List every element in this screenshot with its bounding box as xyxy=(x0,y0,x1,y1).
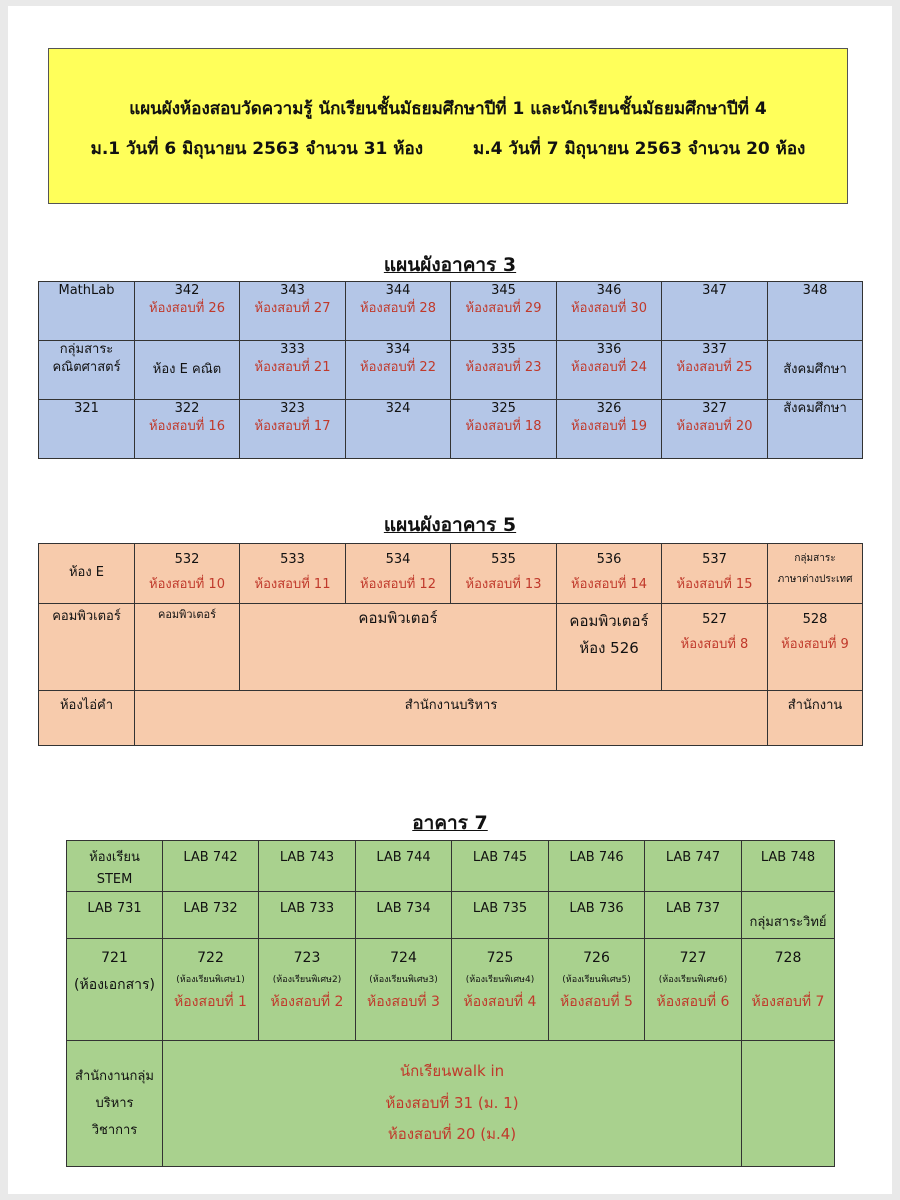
building7-table xyxy=(66,840,835,1167)
b3-r3-cell: 326 ห้องสอบที่ 19 xyxy=(557,400,662,459)
b5-r1-cell: กลุ่มสาระ ภาษาต่างประเทศ xyxy=(768,544,863,604)
b3-r2-cell: 335 ห้องสอบที่ 23 xyxy=(451,341,557,400)
b7-r1-cell: LAB 745 xyxy=(452,841,549,892)
office: สำนักงาน xyxy=(768,691,863,746)
b7-r3-cell: 727 (ห้องเรียนพิเศษ6) ห้องสอบที่ 6 xyxy=(645,939,742,1041)
b7-r3-cell: 722 (ห้องเรียนพิเศษ1) ห้องสอบที่ 1 xyxy=(163,939,259,1041)
b3-r3-cell: 323 ห้องสอบที่ 17 xyxy=(240,400,346,459)
banner-title: แผนผังห้องสอบวัดความรู้ นักเรียนชั้นมัธยมศึกษาปีที่ 1 และนักเรียนชั้นมัธยมศึกษาปีที่ 4 xyxy=(129,99,767,119)
b7-r2-cell: กลุ่มสาระวิทย์ xyxy=(742,892,835,939)
b7-r3-cell: 721 (ห้องเอกสาร) xyxy=(67,939,163,1041)
walk-in-m1: ห้องสอบที่ 31 (ม. 1) xyxy=(385,1093,519,1112)
room-526: คอมพิวเตอร์ ห้อง 526 xyxy=(557,604,662,691)
b5-r1-cell: ห้อง E xyxy=(39,544,135,604)
room-ai-kham: ห้องไอ่คำ xyxy=(39,691,135,746)
b3-r3-cell: 322 ห้องสอบที่ 16 xyxy=(135,400,240,459)
m4-exam-info: ม.4 วันที่ 7 มิถุนายน 2563 จำนวน 20 ห้อง xyxy=(473,139,806,159)
b3-r3-cell: 327 ห้องสอบที่ 20 xyxy=(662,400,768,459)
header-banner xyxy=(48,48,848,204)
b3-r1-cell: 344 ห้องสอบที่ 28 xyxy=(346,282,451,341)
b3-r2-cell: กลุ่มสาระ คณิตศาสตร์ xyxy=(39,341,135,400)
b7-r2-cell: LAB 735 xyxy=(452,892,549,939)
b7-r2-cell: LAB 736 xyxy=(549,892,645,939)
empty-cell xyxy=(742,1041,835,1167)
admin-office: สำนักงานบริหาร xyxy=(135,691,768,746)
b7-r3-cell: 725 (ห้องเรียนพิเศษ4) ห้องสอบที่ 4 xyxy=(452,939,549,1041)
b3-r3-cell: 321 xyxy=(39,400,135,459)
room-computer-2: คอมพิวเตอร์ xyxy=(135,604,240,691)
b3-r1-cell: 348 xyxy=(768,282,863,341)
b7-r3-cell: 728 ห้องสอบที่ 7 xyxy=(742,939,835,1041)
b7-r1-cell: LAB 742 xyxy=(163,841,259,892)
b3-r2-cell: สังคมศึกษา xyxy=(768,341,863,400)
b7-r2-cell: LAB 731 xyxy=(67,892,163,939)
room-computer-3: คอมพิวเตอร์ xyxy=(240,604,557,691)
document-page xyxy=(8,6,892,1194)
b7-r2-cell: LAB 734 xyxy=(356,892,452,939)
b3-r1-cell: 343 ห้องสอบที่ 27 xyxy=(240,282,346,341)
b3-r1-cell: 345 ห้องสอบที่ 29 xyxy=(451,282,557,341)
walk-in-m4: ห้องสอบที่ 20 (ม.4) xyxy=(387,1125,517,1144)
building5-table xyxy=(38,543,863,746)
building3-title: แผนผังอาคาร 3 xyxy=(383,254,517,276)
b5-r1-cell: 534 ห้องสอบที่ 12 xyxy=(346,544,451,604)
room-computer-1: คอมพิวเตอร์ xyxy=(39,604,135,691)
b5-r1-cell: 536 ห้องสอบที่ 14 xyxy=(557,544,662,604)
b7-r1-cell: LAB 744 xyxy=(356,841,452,892)
b5-r1-cell: 535 ห้องสอบที่ 13 xyxy=(451,544,557,604)
walk-in-area xyxy=(163,1041,742,1167)
b3-r1-cell: 342 ห้องสอบที่ 26 xyxy=(135,282,240,341)
b3-r3-cell: 324 xyxy=(346,400,451,459)
b7-r1-cell: LAB 747 xyxy=(645,841,742,892)
room-528: 528 ห้องสอบที่ 9 xyxy=(768,604,863,691)
b7-r3-cell: 726 (ห้องเรียนพิเศษ5) ห้องสอบที่ 5 xyxy=(549,939,645,1041)
room-527: 527 ห้องสอบที่ 8 xyxy=(662,604,768,691)
m1-exam-info: ม.1 วันที่ 6 มิถุนายน 2563 จำนวน 31 ห้อง xyxy=(90,139,423,159)
b7-r3-cell: 724 (ห้องเรียนพิเศษ3) ห้องสอบที่ 3 xyxy=(356,939,452,1041)
walk-in-label: นักเรียนwalk in xyxy=(399,1062,505,1081)
b5-r1-cell: 537 ห้องสอบที่ 15 xyxy=(662,544,768,604)
b7-r3-cell: 723 (ห้องเรียนพิเศษ2) ห้องสอบที่ 2 xyxy=(259,939,356,1041)
b3-r2-cell: 333 ห้องสอบที่ 21 xyxy=(240,341,346,400)
b3-r2-cell: 336 ห้องสอบที่ 24 xyxy=(557,341,662,400)
b5-r1-cell: 533 ห้องสอบที่ 11 xyxy=(240,544,346,604)
b3-r1-cell: 347 xyxy=(662,282,768,341)
b7-r1-cell: LAB 748 xyxy=(742,841,835,892)
building5-title: แผนผังอาคาร 5 xyxy=(383,514,517,536)
b7-r2-cell: LAB 732 xyxy=(163,892,259,939)
building7-title: อาคาร 7 xyxy=(412,812,488,834)
b5-r1-cell: 532 ห้องสอบที่ 10 xyxy=(135,544,240,604)
b3-r2-cell: 334 ห้องสอบที่ 22 xyxy=(346,341,451,400)
b7-r2-cell: LAB 737 xyxy=(645,892,742,939)
b7-r2-cell: LAB 733 xyxy=(259,892,356,939)
banner-dates xyxy=(49,135,847,162)
b3-r3-cell: 325 ห้องสอบที่ 18 xyxy=(451,400,557,459)
b3-r1-cell: MathLab xyxy=(39,282,135,341)
b7-r1-cell: LAB 743 xyxy=(259,841,356,892)
b3-r1-cell: 346 ห้องสอบที่ 30 xyxy=(557,282,662,341)
b3-r2-cell: ห้อง E คณิต xyxy=(135,341,240,400)
b3-r2-cell: 337 ห้องสอบที่ 25 xyxy=(662,341,768,400)
academic-admin-office: สำนักงานกลุ่ม บริหาร วิชาการ xyxy=(67,1041,163,1167)
b3-r3-cell: สังคมศึกษา xyxy=(768,400,863,459)
b7-r1-cell: LAB 746 xyxy=(549,841,645,892)
b7-r1-cell: ห้องเรียน STEM xyxy=(67,841,163,892)
building3-table xyxy=(38,281,863,459)
